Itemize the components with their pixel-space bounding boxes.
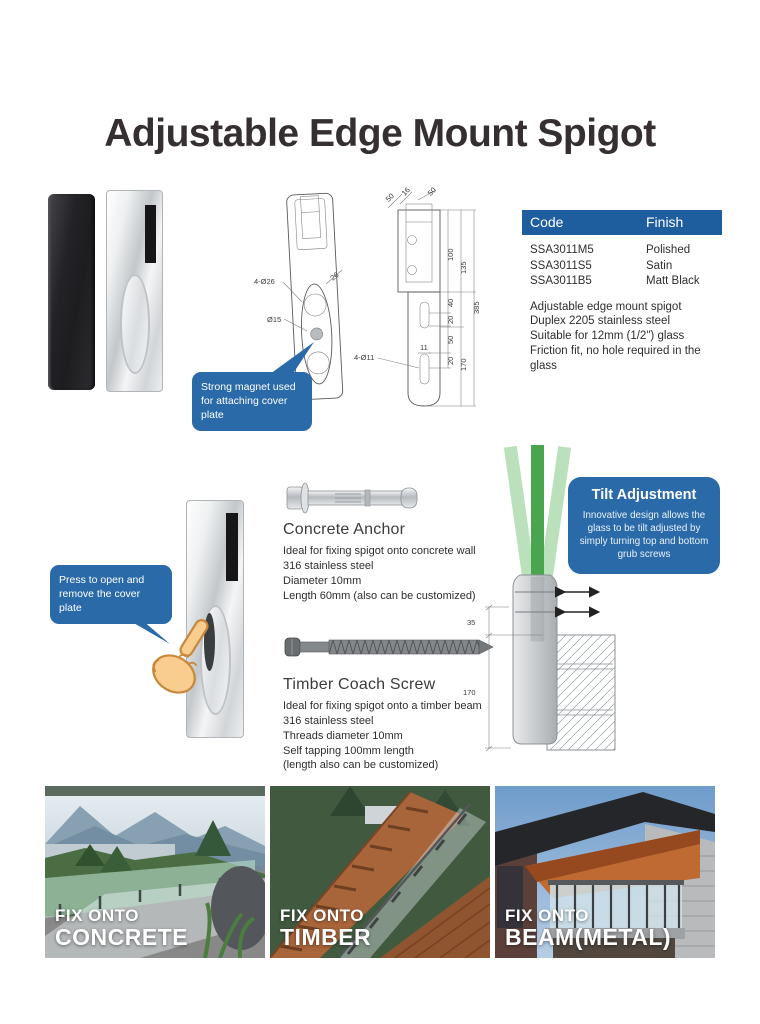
dim-front-width: 26 [328, 270, 341, 283]
finish-cell: Polished [646, 244, 691, 256]
dim-tilt-embed: 170 [463, 688, 476, 697]
description-line: Threads diameter 10mm [283, 729, 403, 742]
spec-table-rows [522, 235, 722, 290]
code-cell: SSA3011M5 [530, 244, 594, 256]
spec-table-header [522, 210, 722, 235]
col-finish: Finish [646, 214, 684, 230]
pointing-hand-icon [136, 616, 224, 708]
dim-tilt-top: 35 [467, 618, 476, 627]
screw-description [283, 699, 482, 773]
dim-side-upper: 135 [459, 261, 468, 274]
description-line: Length 60mm (also can be customized) [283, 589, 476, 602]
dim-side-lower: 170 [459, 358, 468, 371]
application-photos [45, 786, 716, 958]
spigot-body [513, 575, 557, 744]
product-description [522, 290, 722, 375]
dim-side-top-gap: 16 [399, 185, 412, 198]
dim-side-holes: 4-Ø11 [354, 353, 375, 362]
description-line: Ideal for fixing spigot onto concrete wall [283, 545, 476, 557]
dim-side-slot-width: 11 [420, 343, 428, 352]
description-line: Ideal for fixing spigot onto a timber beam [283, 700, 482, 712]
photo-caption [505, 907, 671, 950]
description-line: Diameter 10mm [283, 574, 362, 587]
table-row [530, 259, 714, 275]
concrete-anchor-image [285, 478, 425, 518]
dim-side-clamp: 100 [446, 248, 455, 261]
anchor-title: Concrete Anchor [283, 521, 406, 538]
table-row [530, 243, 714, 259]
screw-title: Timber Coach Screw [283, 676, 436, 693]
caption-line1: FIX ONTO [55, 905, 139, 925]
description-line: Friction fit, no hole required in the glass [530, 345, 701, 373]
finish-cell: Matt Black [646, 275, 700, 288]
product-photo-matt-black [48, 194, 95, 390]
tilt-title: Tilt Adjustment [591, 487, 697, 503]
photo-fix-onto-timber [270, 786, 490, 958]
dim-front-holes: 4-Ø26 [254, 277, 275, 286]
page-title: Adjustable Edge Mount Spigot [104, 112, 656, 155]
spec-panel [522, 210, 722, 374]
dim-side-total: 385 [472, 301, 481, 314]
description-line: Adjustable edge mount spigot [530, 300, 682, 313]
dim-side-slot-gap: 50 [446, 335, 455, 344]
anchor-description [283, 544, 476, 603]
col-code: Code [530, 214, 564, 230]
photo-fix-onto-concrete [45, 786, 265, 958]
press-callout: Press to open and remove the cover plate [50, 565, 172, 624]
drawing-side-view [354, 185, 481, 406]
caption-line2: BEAM(METAL) [505, 924, 672, 951]
dim-side-slot-len2: 20 [446, 356, 455, 365]
code-cell: SSA3011S5 [530, 259, 592, 272]
photo-fix-onto-beam-metal [495, 786, 715, 958]
photo-caption [280, 907, 371, 950]
tilt-body: Innovative design allows the glass to be tilt adjusted by simply turning top and bottom grub screws [579, 510, 709, 560]
code-cell: SSA3011B5 [530, 275, 592, 288]
dim-side-top-depth: 50 [383, 191, 396, 204]
product-photo-polished [106, 190, 163, 392]
caption-line2: CONCRETE [55, 924, 189, 951]
dim-side-slot-top: 40 [446, 298, 455, 307]
dim-front-magnet: Ø15 [267, 315, 282, 324]
table-row [530, 274, 714, 290]
caption-line1: FIX ONTO [280, 905, 364, 925]
cover-plate-oval [120, 274, 150, 374]
caption-line2: TIMBER [280, 924, 372, 951]
glass-slot [145, 205, 156, 263]
description-line: 316 stainless steel [283, 714, 374, 727]
caption-line1: FIX ONTO [505, 905, 589, 925]
magnet-callout: Strong magnet used for attaching cover plate [192, 372, 312, 431]
description-line: (length also can be customized) [283, 759, 439, 772]
photo-caption [55, 907, 188, 950]
tilt-adjustment-box [568, 477, 720, 574]
dim-side-slot-len1: 20 [446, 315, 455, 324]
finish-cell: Satin [646, 259, 673, 272]
description-line: Self tapping 100mm length [283, 744, 414, 757]
description-line: 316 stainless steel [283, 559, 374, 572]
description-line: Duplex 2205 stainless steel [530, 315, 670, 328]
glass-slot [226, 513, 238, 581]
dim-side-top-width: 50 [425, 185, 438, 198]
description-line: Suitable for 12mm (1/2") glass [530, 330, 685, 343]
